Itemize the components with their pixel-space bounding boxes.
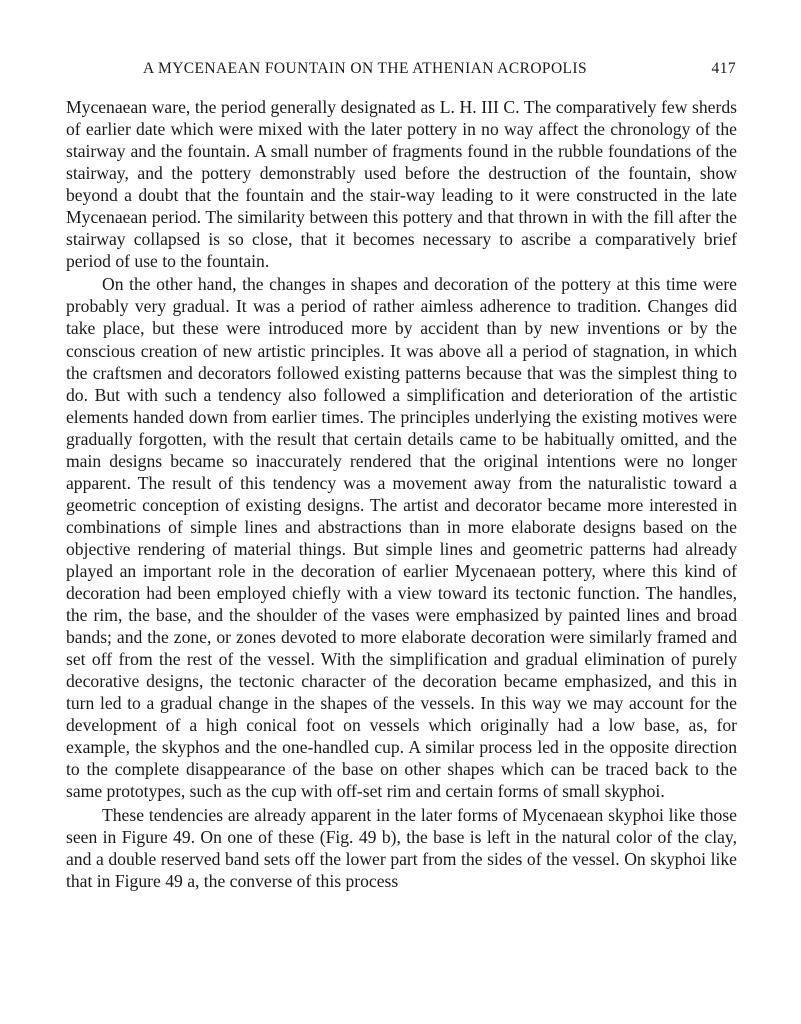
paragraph-2: On the other hand, the changes in shapes and decoration of the pottery at this time were probably very gradual. It was a period of rather aimless adherence to tradition. Changes did take place, but these were introduced more by accident than by new inventions or by the conscious creation of new artistic principles. It was above all a period of stagnation, in which the craftsmen and decorators followed existing patterns because that was the simplest thing to do. But with such a tendency also followed a simplification and deterioration of the artistic elements handed down from earlier times. The principles underlying the existing motives were gradually forgotten, with the result that certain details came to be habitually omitted, and the main designs became so inaccurately rendered that the original intentions were no longer apparent. The result of this tendency was a movement away from the naturalistic toward a geometric conception of existing designs. The artist and decorator became more interested in combinations of simple lines and abstractions than in more elaborate designs based on the objective rendering of material things. But simple lines and geometric patterns had already played an important role in the decoration of earlier Mycenaean pottery, where this kind of decoration had been employed chiefly with a view toward its tectonic function. The handles, the rim, the base, and the shoulder of the vases were emphasized by painted lines and broad bands; and the zone, or zones devoted to more elaborate decoration were similarly framed and set off from the rest of the vessel. With the simplification and gradual elimination of purely decorative designs, the tectonic character of the decoration became emphasized, and this in turn led to a gradual change in the shapes of the vessels. In this way we may account for the development of a high conical foot on vessels which originally had a low base, as, for example, the skyphos and the one-handled cup. A similar process led in the opposite direction to the complete disappearance of the base on other shapes which can be traced back to the same prototypes, such as the cup with off-set rim and certain forms of small skyphoi. — [66, 274, 737, 802]
running-title: A MYCENAEAN FOUNTAIN ON THE ATHENIAN ACROPOLIS — [143, 60, 587, 77]
body-text — [66, 96, 737, 892]
paragraph-1: Mycenaean ware, the period generally designated as L. H. III C. The comparatively few sherds of earlier date which were mixed with the later pottery in no way affect the chronology of the stairway and the fountain. A small number of fragments found in the rubble foundations of the stairway, and the pottery demonstrably used before the destruction of the fountain, show beyond a doubt that the fountain and the stair-way leading to it were constructed in the late Mycenaean period. The similarity between this pottery and that thrown in with the fill after the stairway collapsed is so close, that it becomes necessary to ascribe a comparatively brief period of use to the fountain. — [66, 97, 737, 272]
paragraph-3: These tendencies are already apparent in the later forms of Mycenaean skyphoi like those seen in Figure 49. On one of these (Fig. 49 b), the base is left in the natural color of the clay, and a double reserved band sets off the lower part from the sides of the vessel. On skyphoi like that in Figure 49 a, the converse of this process — [66, 804, 737, 891]
page-number: 417 — [711, 60, 736, 77]
